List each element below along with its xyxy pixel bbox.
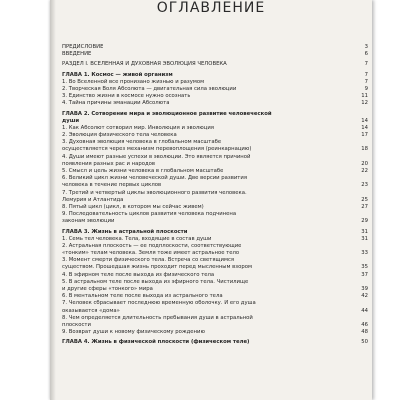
toc-line [62,211,368,218]
toc-entry [62,243,368,257]
toc-page-number: 39 [361,286,368,292]
toc-line [62,154,368,161]
toc-line [62,293,368,300]
toc-entry-title: ГЛАВА 4. Жизнь в физической плоскости (физическом теле) [62,339,250,346]
toc-line [62,132,368,139]
toc-line [62,279,368,286]
toc-entry-title: осуществляется через механизм перевоплощения (реинкарнацию) [62,146,252,153]
toc-page-number: 50 [361,339,368,346]
toc-line [62,197,368,204]
toc-page-number: 29 [361,218,368,225]
toc-entry-title: 1. Как Абсолют сотворил мир. Инволюция и эволюция [62,124,214,131]
toc-entry-title: человека в течение первых циклов [62,182,162,189]
toc-line [62,146,368,153]
toc-entry-title: ГЛАВА 1. Космос — живой организм [62,71,173,78]
toc-entry [62,257,368,271]
toc-entry [62,190,368,204]
toc-page-number: 35 [361,264,368,271]
toc-line [62,79,368,86]
table-of-contents [62,44,368,347]
toc-entry [62,139,368,153]
toc-line [62,86,368,93]
toc-line [62,111,368,118]
toc-line [62,339,368,346]
toc-line [62,175,368,182]
toc-entry-title: существом. Прошедшая жизнь проходит перед мысленным взором [62,264,252,271]
toc-page-number: 7 [364,61,368,68]
toc-line [62,243,368,250]
toc-line [62,308,368,315]
toc-entry [62,79,368,86]
page-title: ОГЛАВЛЕНИЕ [156,0,266,16]
toc-page-number: 7 [364,78,368,85]
toc-entry [62,111,368,125]
toc-line [62,257,368,264]
toc-page-number: 22 [361,168,368,174]
toc-line [62,118,368,125]
toc-entry [62,175,368,189]
toc-line [62,93,368,100]
toc-entry-title: 2. Эволюция физического тела человека [62,132,177,139]
toc-line [62,250,368,257]
toc-line [62,182,368,189]
toc-entry [62,300,368,314]
toc-line [62,44,368,51]
toc-line [62,218,368,225]
toc-line [62,272,368,279]
toc-page-number: 33 [361,250,368,257]
toc-entry-title: 1. Во Вселенной все пронизано жизнью и разумом [62,78,205,85]
toc-entry [62,272,368,279]
toc-entry-title: 3. Момент смерти физического тела. Встреча со светящимся [62,257,235,264]
toc-entry [62,211,368,225]
toc-entry [62,100,368,107]
toc-line [62,100,368,107]
toc-entry-title: 7. Человек сбрасывает последнюю временную оболочку. И его душа [62,300,256,307]
toc-entry-title: плоскости [62,321,91,328]
toc-entry [62,279,368,293]
toc-page-number: 44 [361,307,368,314]
toc-entry-title: 2. Астральная плоскость — ее подплоскости, соответствующие [62,242,242,249]
toc-entry [62,315,368,329]
toc-entry-title: 4. Души имеют разные успехи в эволюции. Это является причиной [62,153,251,160]
toc-line [62,72,368,79]
toc-line [62,168,368,175]
toc-entry-title: 9. Возврат души к новому физическому рождению [62,329,205,336]
toc-entry-title: 9. Последовательность циклов развития человека подчинена [62,211,237,218]
toc-page-number: 18 [361,146,368,153]
toc-entry-title: законам эволюции [62,218,115,225]
toc-line [62,322,368,329]
toc-entry-title: 6. Великий цикл жизни человеческой души. Две версии развития [62,175,248,182]
toc-entry [62,125,368,132]
toc-page-number: 6 [364,51,368,58]
toc-page-number: 37 [361,271,368,278]
toc-line [62,286,368,293]
toc-entry-title: 8. Пятый цикл (цикл, в котором мы сейчас живем) [62,203,204,210]
toc-line [62,161,368,168]
toc-line [62,315,368,322]
toc-entry-title: Лемурия и Атлантида [62,196,124,203]
book-page [50,0,372,400]
toc-entry [62,204,368,211]
toc-line [62,264,368,271]
toc-entry-title: души [62,117,80,124]
toc-entry [62,44,368,51]
toc-line [62,236,368,243]
toc-entry [62,339,368,346]
toc-entry-title: 5. Смысл и цель жизни человека в глобальном масштабе [62,168,224,174]
toc-entry [62,86,368,93]
toc-line [62,329,368,336]
toc-entry [62,329,368,336]
toc-entry-title: и другие сферы «тонкого» мира [62,286,153,292]
toc-entry [62,168,368,175]
toc-entry-title: 2. Творческая Воля Абсолюта — двигательная сила эволюции [62,85,237,92]
toc-entry-title: 3. Духовная эволюция человека в глобальном масштабе [62,139,222,146]
toc-line [62,139,368,146]
toc-entry [62,236,368,243]
toc-page-number: 48 [361,329,368,336]
toc-line [62,300,368,307]
toc-entry [62,51,368,58]
toc-page-number: 14 [361,117,368,124]
toc-page-number: 7 [364,71,368,78]
toc-line [62,229,368,236]
book-spine-shadow [50,0,56,400]
toc-page-number: 12 [361,100,368,107]
toc-line [62,190,368,197]
toc-entry [62,93,368,100]
toc-page-number: 46 [361,321,368,328]
toc-page-number: 27 [361,203,368,210]
toc-line [62,125,368,132]
toc-entry [62,229,368,236]
toc-entry-title: «тонким» телам человека. Земля тоже имеет астральное тело [62,250,240,257]
toc-page-number: 42 [361,293,368,300]
toc-entry-title: ПРЕДИСЛОВИЕ [62,44,104,50]
toc-line [62,61,368,68]
toc-line [62,204,368,211]
toc-page-number: 23 [361,182,368,189]
toc-entry-title: 6. В ментальном теле после выхода из астрального тела [62,293,223,300]
toc-entry-title: 3. Единство жизни в космосе нужно осознать [62,93,191,100]
toc-page-number: 3 [364,44,368,50]
toc-entry [62,132,368,139]
toc-entry-title: ВВЕДЕНИЕ [62,51,92,58]
toc-entry-title: 7. Третий и четвертый циклы эволюционного развития человека. [62,189,247,196]
toc-entry [62,293,368,300]
toc-entry-title: 4. В эфирном теле после выхода из физического тела [62,271,215,278]
toc-line [62,51,368,58]
toc-page-number: 9 [364,85,368,92]
toc-page-number: 31 [361,235,368,242]
toc-page-number: 17 [361,132,368,139]
toc-page-number: 11 [361,93,368,100]
toc-entry [62,61,368,68]
toc-entry-title: 1. Семь тел человека. Тела, входящие в состав души [62,235,212,242]
toc-entry-title: появления разных рас и народов [62,160,155,167]
toc-entry-title: 4. Тайна причины эманации Абсолюта [62,100,170,107]
toc-entry-title: ГЛАВА 2. Сотворение мира и эволюционное развитие человеческой [62,110,272,117]
toc-entry-title: РАЗДЕЛ I. ВСЕЛЕННАЯ И ДУХОВНАЯ ЭВОЛЮЦИЯ ЧЕЛОВЕКА [62,61,227,68]
toc-entry [62,154,368,168]
toc-page-number: 20 [361,160,368,167]
toc-entry-title: оказывается «дома» [62,307,120,314]
toc-entry-title: 5. В астральном теле после выхода из эфирного тела. Чистилище [62,278,249,285]
toc-entry-title: ГЛАВА 3. Жизнь в астральной плоскости [62,228,188,235]
toc-entry [62,72,368,79]
toc-page-number: 31 [361,228,368,235]
toc-page-number: 14 [361,124,368,131]
toc-entry-title: 8. Чем определяется длительность пребывания души в астральной [62,314,253,321]
toc-page-number: 25 [361,196,368,203]
